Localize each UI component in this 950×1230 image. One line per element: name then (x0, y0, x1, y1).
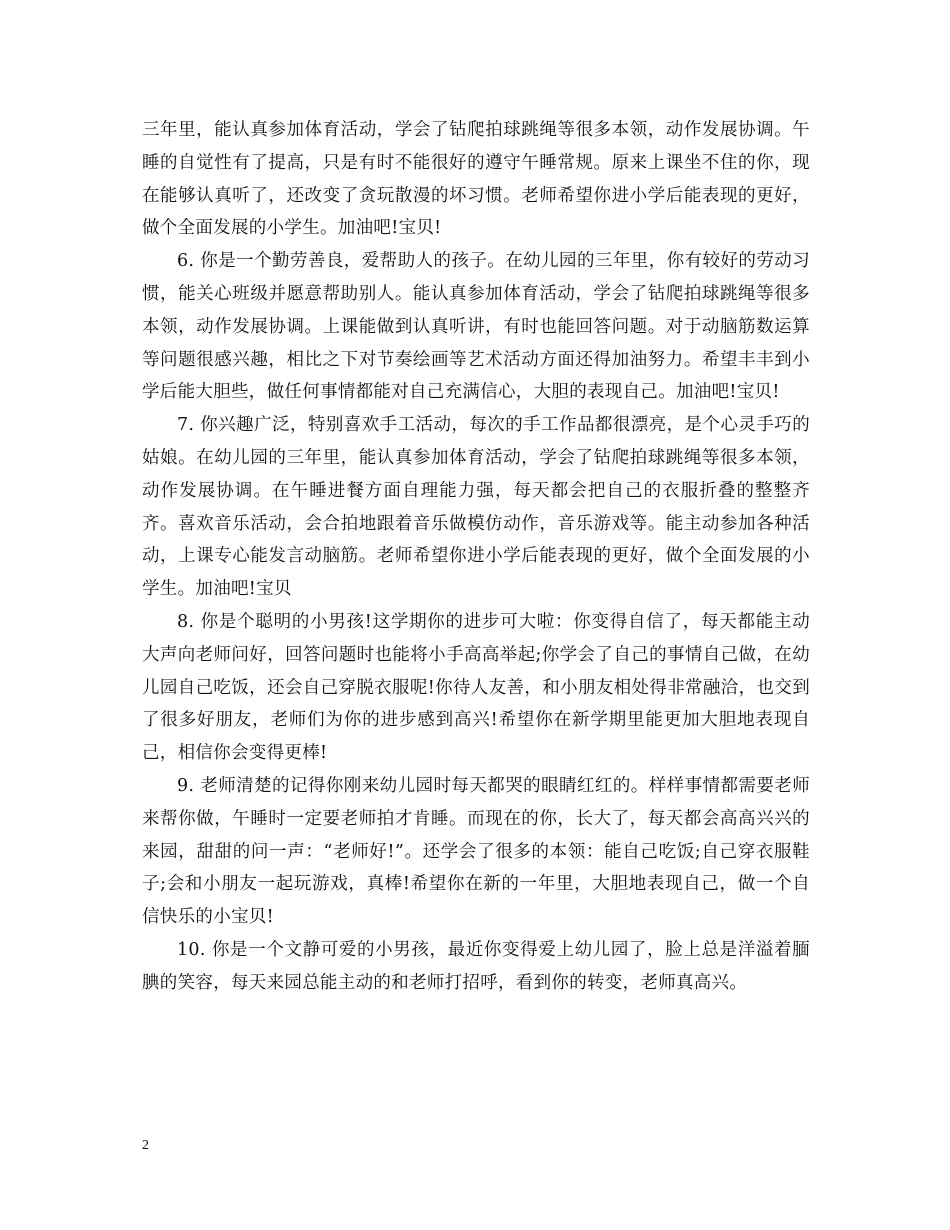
paragraph-item-7: 7. 你兴趣广泛，特别喜欢手工活动，每次的手工作品都很漂亮，是个心灵手巧的姑娘。在幼儿园的三年里，能认真参加体育活动，学会了钻爬拍球跳绳等很多本领，动作发展协调。在午睡进餐方面自理能力强，每天都会把自己的衣服折叠的整整齐齐。喜欢音乐活动，会合拍地跟着音乐做模仿动作，音乐游戏等。能主动参加各种活动，上课专心能发言动脑筋。老师希望你进小学后能表现的更好，做个全面发展的小学生。加油吧!宝贝 (142, 415, 810, 600)
document-body (142, 114, 810, 1000)
paragraph-continuation: 三年里，能认真参加体育活动，学会了钻爬拍球跳绳等很多本领，动作发展协调。午睡的自觉性有了提高，只是有时不能很好的遵守午睡常规。原来上课坐不住的你，现在能够认真听了，还改变了贪玩散漫的坏习惯。老师希望你进小学后能表现的更好，做个全面发展的小学生。加油吧!宝贝! (142, 120, 810, 239)
paragraph-item-6: 6. 你是一个勤劳善良，爱帮助人的孩子。在幼儿园的三年里，你有较好的劳动习惯，能关心班级并愿意帮助别人。能认真参加体育活动，学会了钻爬拍球跳绳等很多本领，动作发展协调。上课能做到认真听讲，有时也能回答问题。对于动脑筋数运算等问题很感兴趣，相比之下对节奏绘画等艺术活动方面还得加油努力。希望丰丰到小学后能大胆些，做任何事情都能对自己充满信心，大胆的表现自己。加油吧!宝贝! (142, 251, 810, 403)
paragraph-item-9: 9. 老师清楚的记得你刚来幼儿园时每天都哭的眼睛红红的。样样事情都需要老师来帮你做，午睡时一定要老师拍才肯睡。而现在的你，长大了，每天都会高高兴兴的来园，甜甜的问一声：“老师好!”。还学会了很多的本领：能自己吃饭;自己穿衣服鞋子;会和小朋友一起玩游戏，真棒!希望你在新的一年里，大胆地表现自己，做一个自信快乐的小宝贝! (142, 775, 810, 928)
page-number: 2 (142, 1138, 149, 1153)
paragraph-item-8: 8. 你是个聪明的小男孩!这学期你的进步可大啦：你变得自信了，每天都能主动大声向老师问好，回答问题时也能将小手高高举起;你学会了自己的事情自己做，在幼儿园自己吃饭，还会自己穿脱衣服呢!你待人友善，和小朋友相处得非常融洽，也交到了很多好朋友，老师们为你的进步感到高兴!希望你在新学期里能更加大胆地表现自己，相信你会变得更棒! (142, 611, 810, 764)
paragraph-item-10: 10. 你是一个文静可爱的小男孩，最近你变得爱上幼儿园了，脸上总是洋溢着腼腆的笑容，每天来园总能主动的和老师打招呼，看到你的转变，老师真高兴。 (142, 939, 810, 993)
